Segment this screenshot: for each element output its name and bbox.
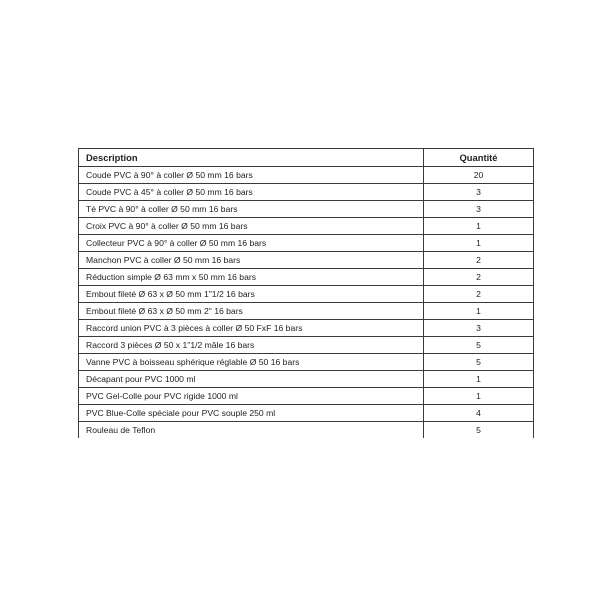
item-quantity: 1 xyxy=(424,371,534,388)
quantity-column-header: Quantité xyxy=(424,149,534,167)
item-description: Vanne PVC à boisseau sphérique réglable Ø 50 16 bars xyxy=(79,354,424,371)
item-quantity: 1 xyxy=(424,218,534,235)
item-description: Réduction simple Ø 63 mm x 50 mm 16 bars xyxy=(79,269,424,286)
item-description: Décapant pour PVC 1000 ml xyxy=(79,371,424,388)
table-row xyxy=(79,167,534,184)
item-quantity: 2 xyxy=(424,252,534,269)
item-quantity: 5 xyxy=(424,422,534,439)
table-row xyxy=(79,320,534,337)
item-description: Raccord 3 pièces Ø 50 x 1"1/2 mâle 16 bars xyxy=(79,337,424,354)
item-description: Coude PVC à 45° à coller Ø 50 mm 16 bars xyxy=(79,184,424,201)
item-description: Raccord union PVC à 3 pièces à coller Ø 50 FxF 16 bars xyxy=(79,320,424,337)
item-description: Manchon PVC à coller Ø 50 mm 16 bars xyxy=(79,252,424,269)
table-row xyxy=(79,354,534,371)
table-row xyxy=(79,422,534,439)
table-row xyxy=(79,235,534,252)
table-header-row xyxy=(79,149,534,167)
description-column-header: Description xyxy=(79,149,424,167)
table-row xyxy=(79,405,534,422)
table-row xyxy=(79,184,534,201)
item-quantity: 1 xyxy=(424,388,534,405)
item-quantity: 2 xyxy=(424,269,534,286)
item-quantity: 3 xyxy=(424,184,534,201)
table-row xyxy=(79,371,534,388)
item-quantity: 2 xyxy=(424,286,534,303)
item-description: Croix PVC à 90° à coller Ø 50 mm 16 bars xyxy=(79,218,424,235)
item-description: Collecteur PVC à 90° à coller Ø 50 mm 16 bars xyxy=(79,235,424,252)
item-quantity: 3 xyxy=(424,320,534,337)
table-row xyxy=(79,286,534,303)
item-description: Coude PVC à 90° à coller Ø 50 mm 16 bars xyxy=(79,167,424,184)
table-row xyxy=(79,218,534,235)
item-description: Rouleau de Teflon xyxy=(79,422,424,439)
item-description: Embout fileté Ø 63 x Ø 50 mm 2" 16 bars xyxy=(79,303,424,320)
item-description: PVC Blue-Colle spéciale pour PVC souple 250 ml xyxy=(79,405,424,422)
item-quantity: 4 xyxy=(424,405,534,422)
table-row xyxy=(79,388,534,405)
item-description: Té PVC à 90° à coller Ø 50 mm 16 bars xyxy=(79,201,424,218)
table-row xyxy=(79,201,534,218)
table-row xyxy=(79,303,534,320)
item-quantity: 1 xyxy=(424,235,534,252)
item-quantity: 5 xyxy=(424,337,534,354)
item-quantity: 3 xyxy=(424,201,534,218)
table-row xyxy=(79,269,534,286)
item-quantity: 1 xyxy=(424,303,534,320)
item-quantity: 20 xyxy=(424,167,534,184)
item-description: Embout fileté Ø 63 x Ø 50 mm 1"1/2 16 bars xyxy=(79,286,424,303)
table-row xyxy=(79,337,534,354)
table-row xyxy=(79,252,534,269)
item-description: PVC Gel-Colle pour PVC rigide 1000 ml xyxy=(79,388,424,405)
item-quantity: 5 xyxy=(424,354,534,371)
parts-table xyxy=(78,148,534,438)
